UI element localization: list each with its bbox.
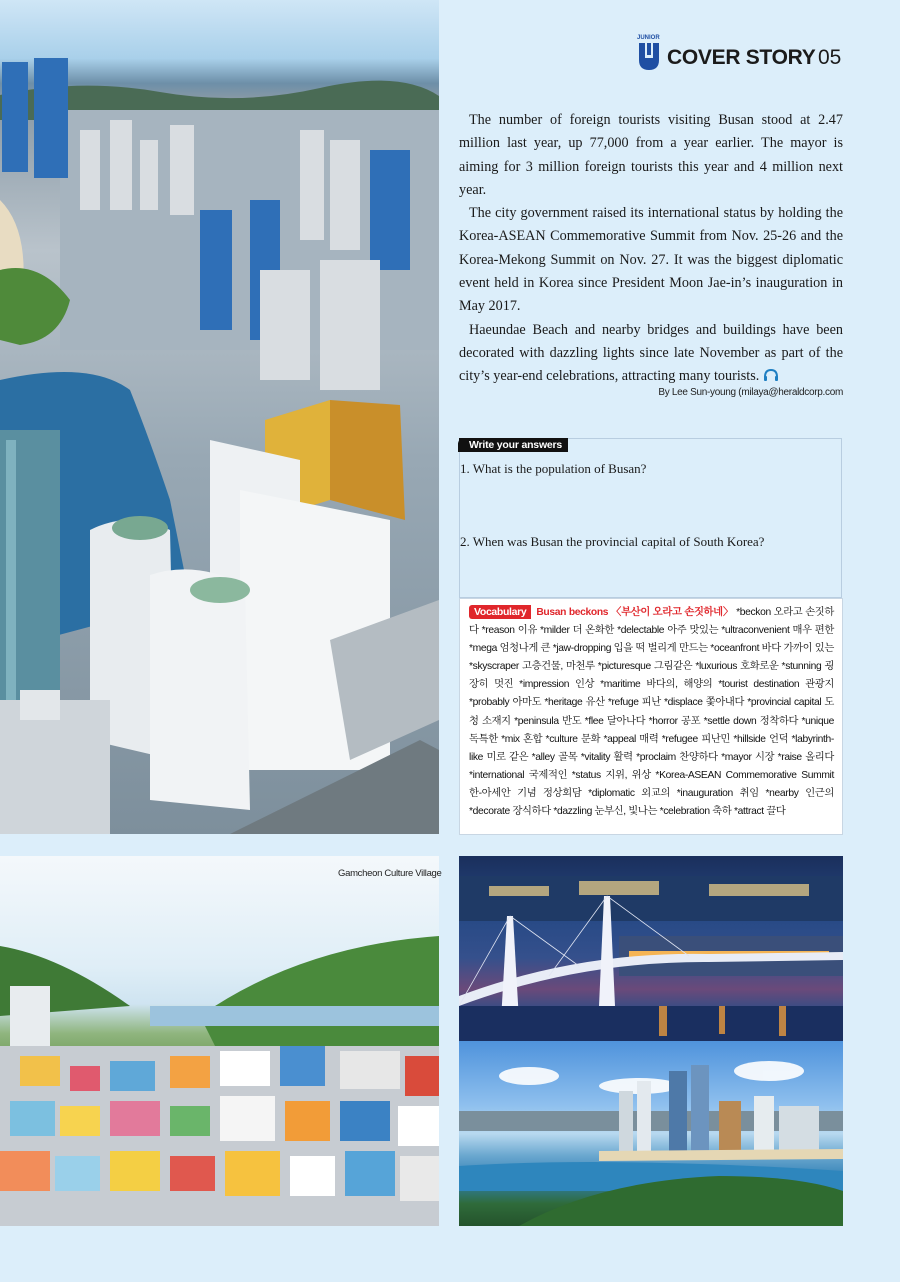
article-paragraph: The city government raised its international status by holding the Korea-ASEAN Commemorative Summit from Nov. 25-26 and the Korea-Mekong Summit on Nov. 27. It was the biggest diplomatic event held in Korea since President Moon Jae-in’s inauguration in May 2017. xyxy=(459,205,843,315)
haeundae-photo xyxy=(459,1041,843,1226)
vocabulary-text xyxy=(469,604,834,821)
haeundae-illustration xyxy=(459,1041,843,1226)
svg-text:JUNIOR: JUNIOR xyxy=(637,35,660,41)
city-illustration xyxy=(0,0,439,834)
vocabulary-list: *beckon 오라고 손짓하다 *reason 이유 *milder 더 온화한 *delectable 아주 맛있는 *ultraconvenient 매우 편한 *mega 엄청나게 큰 *jaw-dropping 입을 떡 벌리게 만드는 *oceanfront 바다 가까이 있는 *skyscraper 고층건물, 마천루 *picturesque 그림같은 *luxurious 호화로운 *stunning 굉장히 멋진 *impression 인상 *maritime 바다의, 해양의 *tourist destination 관광지 *probably 아마도 *heritage 유산 *refuge 피난 *displace 쫓아내다 *provincial capital 도청 소재지 *peninsula 반도 *flee 달아나다 *horror 공포 *settle down 정착하다 *unique 독특한 *mix 혼합 *culture 문화 *appeal 매력 *refugee 피난민 *hillside 언덕 *labyrinth-like 미로 같은 *alley 골목 *vitality 활력 *proclaim 찬양하다 *mayor 시장 *raise 올리다 *international 국제적인 *status 지위, 위상 *Korea-ASEAN Commemorative Summit 한-아세안 기념 정상회담 *diplomatic 외교의 *inauguration 취임 *nearby 인근의 *decorate 장식하다 *dazzling 눈부신, 빛나는 *celebration 축하 *attract 끌다 xyxy=(469,607,834,818)
article-body xyxy=(459,109,843,389)
vocabulary-box xyxy=(459,598,843,835)
byline: By Lee Sun-young (milaya@heraldcorp.com xyxy=(658,387,843,398)
answers-tab-label: Write your answers xyxy=(459,438,568,452)
article-paragraph: The number of foreign tourists visiting Busan stood at 2.47 million last year, up 77,000 from a year earlier. The mayor is aiming for 3 million foreign tourists this year and 4 million next year. xyxy=(459,112,843,198)
section-title: COVER STORY xyxy=(667,46,816,69)
question-2: 2. When was Busan the provincial capital of South Korea? xyxy=(460,534,765,549)
write-your-answers-box xyxy=(459,438,842,598)
bridge-illustration xyxy=(459,856,843,1041)
gamcheon-village-photo xyxy=(0,856,439,1226)
headphones-icon xyxy=(763,368,779,382)
cover-story-header xyxy=(636,28,846,80)
page-number: 05 xyxy=(818,46,842,69)
village-caption: Gamcheon Culture Village xyxy=(338,868,442,879)
bridge-night-photo xyxy=(459,856,843,1041)
vocabulary-tag: Vocabulary xyxy=(469,605,531,619)
question-1: 1. What is the population of Busan? xyxy=(460,461,647,476)
article-paragraph-text: Haeundae Beach and nearby bridges and buildings have been decorated with dazzling lights since late November as part of the city’s year-end celebrations, attracting many tourists. xyxy=(459,321,843,385)
article-paragraph xyxy=(459,319,843,389)
junior-logo-icon xyxy=(636,32,662,72)
busan-city-aerial-photo xyxy=(0,0,439,834)
vocabulary-title: Busan beckons 〈부산이 오라고 손짓하네〉 xyxy=(536,607,734,618)
village-illustration xyxy=(0,856,439,1226)
